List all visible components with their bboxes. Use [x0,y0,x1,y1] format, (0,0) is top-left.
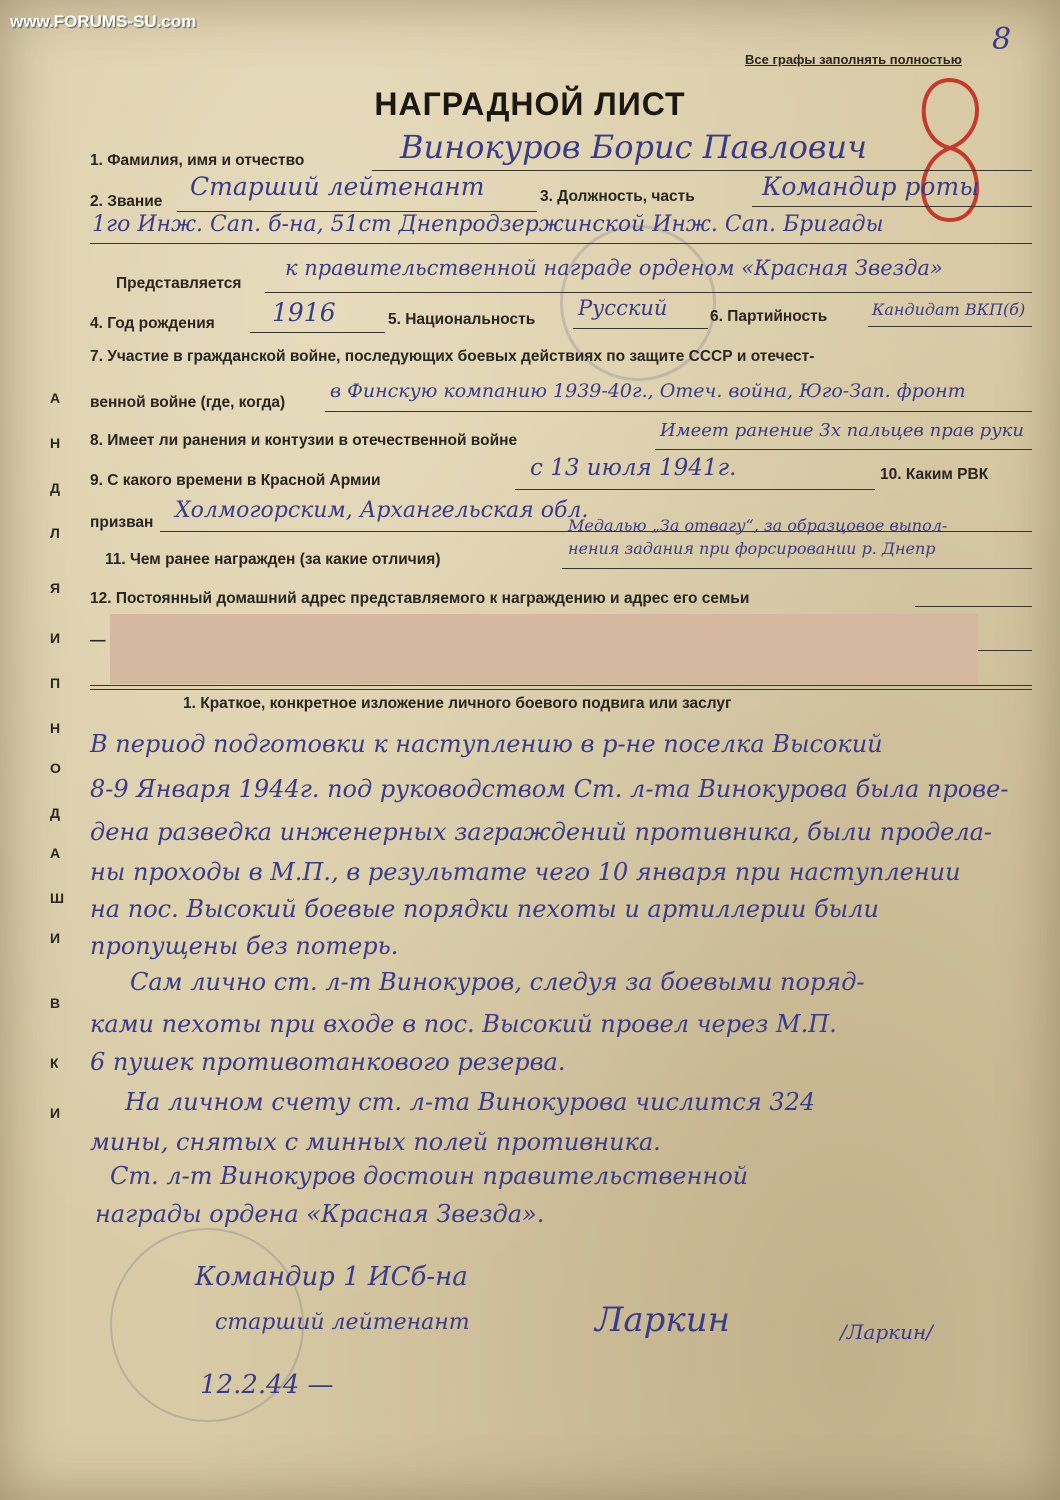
signature-date: 12.2.44 — [200,1370,334,1400]
narrative-line: ками пехоты при входе в пос. Высокий провел через М.П. [90,1010,837,1038]
field-11-label: 11. Чем ранее награжден (за какие отличия) [105,551,441,568]
side-letter: П [50,675,61,691]
side-letter: И [50,930,61,946]
narrative-line: ны проходы в М.П., в результате чего 10 января при наступлении [90,858,961,886]
field-2-label: 2. Звание [90,193,163,210]
side-letter: И [50,630,61,646]
field-5-value: Русский [578,296,668,320]
side-letter: А [50,390,61,406]
site-watermark: www.FORUMS-SU.com [10,12,197,31]
field-4-value: 1916 [272,298,336,327]
side-letter: В [50,995,61,1011]
field-12-label: 12. Постоянный домашний адрес представляемого к награждению и адрес его семьи [90,590,750,607]
narrative-line: Сам лично ст. л-т Винокуров, следуя за боевыми поряд- [130,968,865,996]
side-letter: Д [50,480,60,496]
presented-label: Представляется [116,275,242,292]
narrative-line: мины, снятых с минных полей противника. [90,1128,661,1156]
narrative-line: на пос. Высокий боевые порядки пехоты и артиллерии были [90,895,879,923]
unit-value: 1го Инж. Сап. б-на, 51ст Днепродзержинской Инж. Сап. Бригады [92,212,884,237]
side-letter: К [50,1055,59,1071]
narrative-line: 8-9 Января 1944г. под руководством Ст. л-та Винокурова была прове- [90,775,1009,803]
field-9-label: 9. С какого времени в Красной Армии [90,472,381,489]
field-5-label: 5. Национальность [388,311,536,328]
redacted-address [110,614,978,684]
narrative-line: дена разведка инженерных заграждений противника, были проделa- [90,818,993,846]
side-letter: Н [50,435,61,451]
narrative-line: На личном счету ст. л-та Винокурова числится 324 [125,1088,816,1116]
side-letter: О [50,760,61,776]
field-6-label: 6. Партийность [710,308,828,325]
field-10-label: 10. Каким РВК [880,466,989,483]
side-letter: Д [50,805,60,821]
narrative-line: Ст. л-т Винокуров достоин правительственной [110,1162,749,1190]
field-7-label-line2: венной войне (где, когда) [90,394,286,411]
field-12-dash: — [90,632,106,649]
field-8-label: 8. Имеет ли ранения и контузии в отечественной войне [90,432,518,449]
section-heading: 1. Краткое, конкретное изложение личного боевого подвига или заслуг [183,695,732,712]
signature-scrawl: Ларкин [595,1300,731,1340]
presented-value: к правительственной награде орденом «Красная Звезда» [285,256,943,280]
field-9-value: с 13 июля 1941г. [530,455,737,481]
side-letter: И [50,1105,61,1121]
side-letter: Ш [50,890,65,906]
field-8-value: Имеет ранение 3х пальцев прав руки [660,420,1024,441]
side-letter: А [50,845,61,861]
signature-title-line1: Командир 1 ИСб-на [195,1262,468,1292]
field-1-value: Винокуров Борис Павлович [400,128,868,166]
called-label: призван [90,514,154,531]
page-title: НАГРАДНОЙ ЛИСТ [374,86,686,122]
side-letter: Я [50,580,61,596]
signature-title-line2: старший лейтенант [215,1310,470,1335]
corner-note: 8 [992,22,1012,57]
field-7-label-line1: 7. Участие в гражданской войне, последующих боевых действиях по защите СССР и отечест- [90,348,815,365]
field-3-value: Командир роты [762,172,980,201]
field-6-value: Кандидат ВКП(б) [872,300,1026,319]
field-11-value-line1: Медалью „За отвагу“, за образцовое выпол- [568,516,948,535]
field-7-value: в Финскую компанию 1939-40г., Отеч. война, Юго-Зап. фронт [330,380,966,402]
side-letter: Н [50,720,61,736]
narrative-line: пропущены без потерь. [90,932,399,960]
field-2-value: Старший лейтенант [190,172,485,201]
narrative-line: В период подготовки к наступлению в р-не поселка Высокий [90,730,883,758]
field-4-label: 4. Год рождения [90,315,215,332]
fill-all-note: Все графы заполнять полностью [745,52,962,67]
field-10-value: Холмогорским, Архангельская обл. [175,498,589,523]
side-letter: Л [50,525,60,541]
narrative-line: 6 пушек противотанкового резерва. [90,1048,566,1076]
signature-name: /Ларкин/ [840,1320,933,1344]
field-3-label: 3. Должность, часть [540,188,695,205]
field-1-label: 1. Фамилия, имя и отчество [90,152,305,169]
field-11-value-line2: нения задания при форсировании р. Днепр [568,539,936,558]
narrative-line: награды ордена «Красная Звезда». [95,1200,545,1228]
